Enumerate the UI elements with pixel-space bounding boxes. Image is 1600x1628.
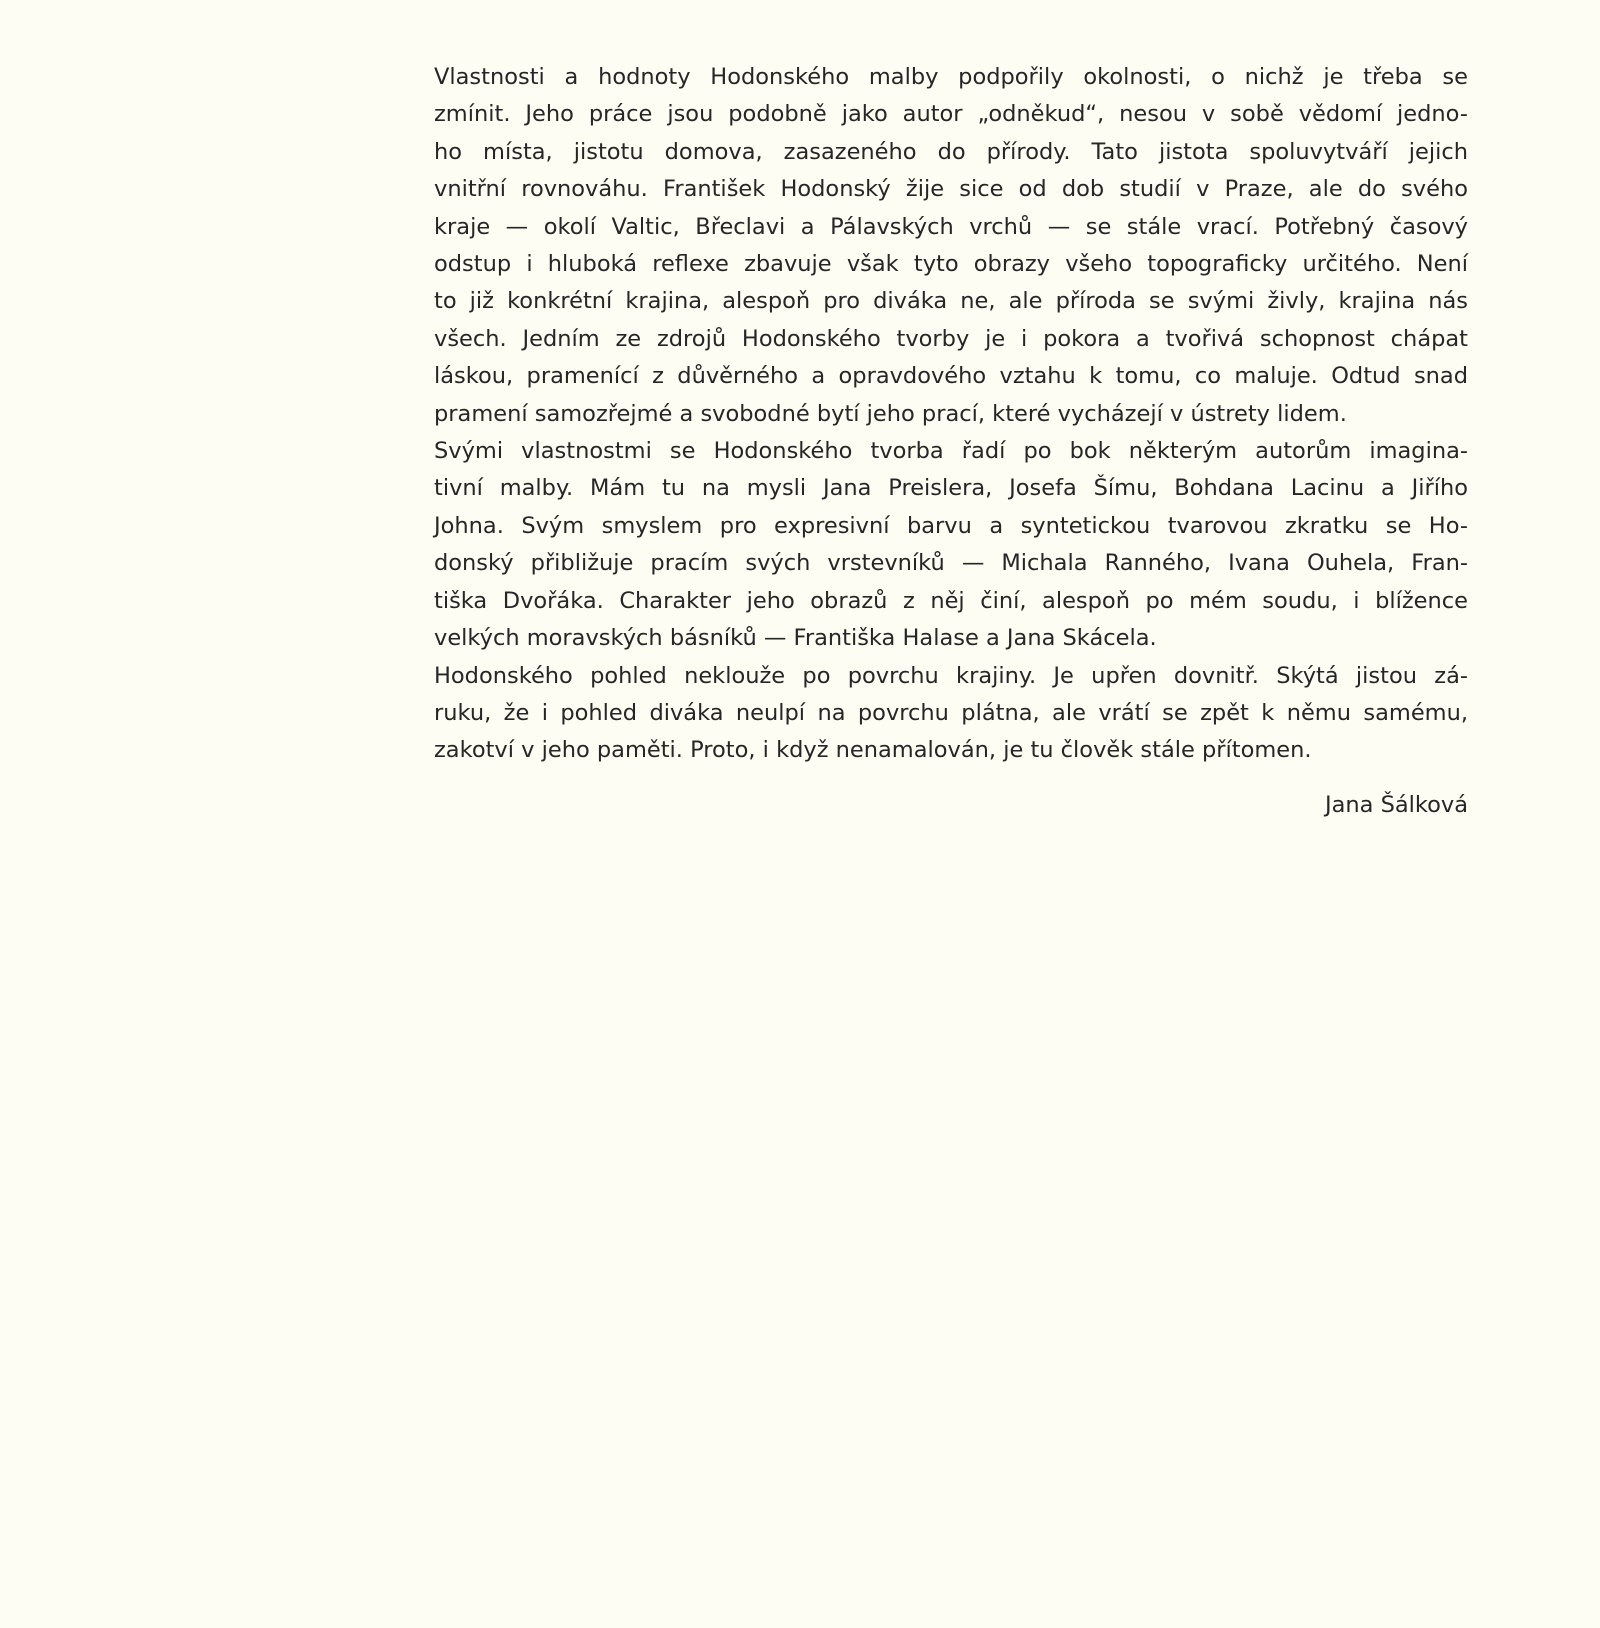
text-line: láskou, pramenící z důvěrného a opravdového vztahu k tomu, co maluje. Odtud snad (434, 363, 1468, 390)
text-line: tivní malby. Mám tu na mysli Jana Preislera, Josefa Šímu, Bohdana Lacinu a Jiřího (434, 475, 1468, 502)
text-line: vnitřní rovnováhu. František Hodonský žije sice od dob studií v Praze, ale do svého (434, 176, 1468, 203)
text-line: všech. Jedním ze zdrojů Hodonského tvorby je i pokora a tvořivá schopnost chápat (434, 325, 1468, 352)
text-line: donský přibližuje pracím svých vrstevníků — Michala Ranného, Ivana Ouhela, Fran- (434, 550, 1468, 577)
text-line: Svými vlastnostmi se Hodonského tvorba řadí po bok některým autorům imagina- (434, 438, 1468, 465)
author-signature: Jana Šálková (1324, 792, 1468, 818)
text-line: odstup i hluboká reflexe zbavuje však tyto obrazy všeho topograficky určitého. Není (434, 251, 1468, 278)
text-line: kraje — okolí Valtic, Břeclavi a Pálavských vrchů — se stále vrací. Potřebný časový (434, 213, 1468, 240)
text-line: tiška Dvořáka. Charakter jeho obrazů z něj činí, alespoň po mém soudu, i blížence (434, 587, 1468, 614)
text-line: to již konkrétní krajina, alespoň pro diváka ne, ale příroda se svými živly, krajina nás (434, 288, 1468, 315)
text-line: pramení samozřejmé a svobodné bytí jeho prací, které vycházejí v ústrety lidem. (434, 400, 1347, 427)
text-line: zmínit. Jeho práce jsou podobně jako autor „odněkud“, nesou v sobě vědomí jedno- (434, 101, 1468, 128)
text-line: ruku, že i pohled diváka neulpí na povrchu plátna, ale vrátí se zpět k němu samému, (434, 699, 1468, 726)
text-line: ho místa, jistotu domova, zasazeného do přírody. Tato jistota spoluvytváří jejich (434, 138, 1468, 165)
text-line: Johna. Svým smyslem pro expresivní barvu a syntetickou tvarovou zkratku se Ho- (434, 512, 1468, 539)
text-line: Vlastnosti a hodnoty Hodonského malby podpořily okolnosti, o nichž je třeba se (434, 64, 1468, 90)
text-line: velkých moravských básníků — Františka Halase a Jana Skácela. (434, 625, 1157, 652)
text-line: zakotví v jeho paměti. Proto, i když nenamalován, je tu člověk stále přítomen. (434, 737, 1312, 764)
article-text (434, 59, 1468, 770)
text-line: Hodonského pohled neklouže po povrchu krajiny. Je upřen dovnitř. Skýtá jistou zá- (434, 662, 1468, 689)
